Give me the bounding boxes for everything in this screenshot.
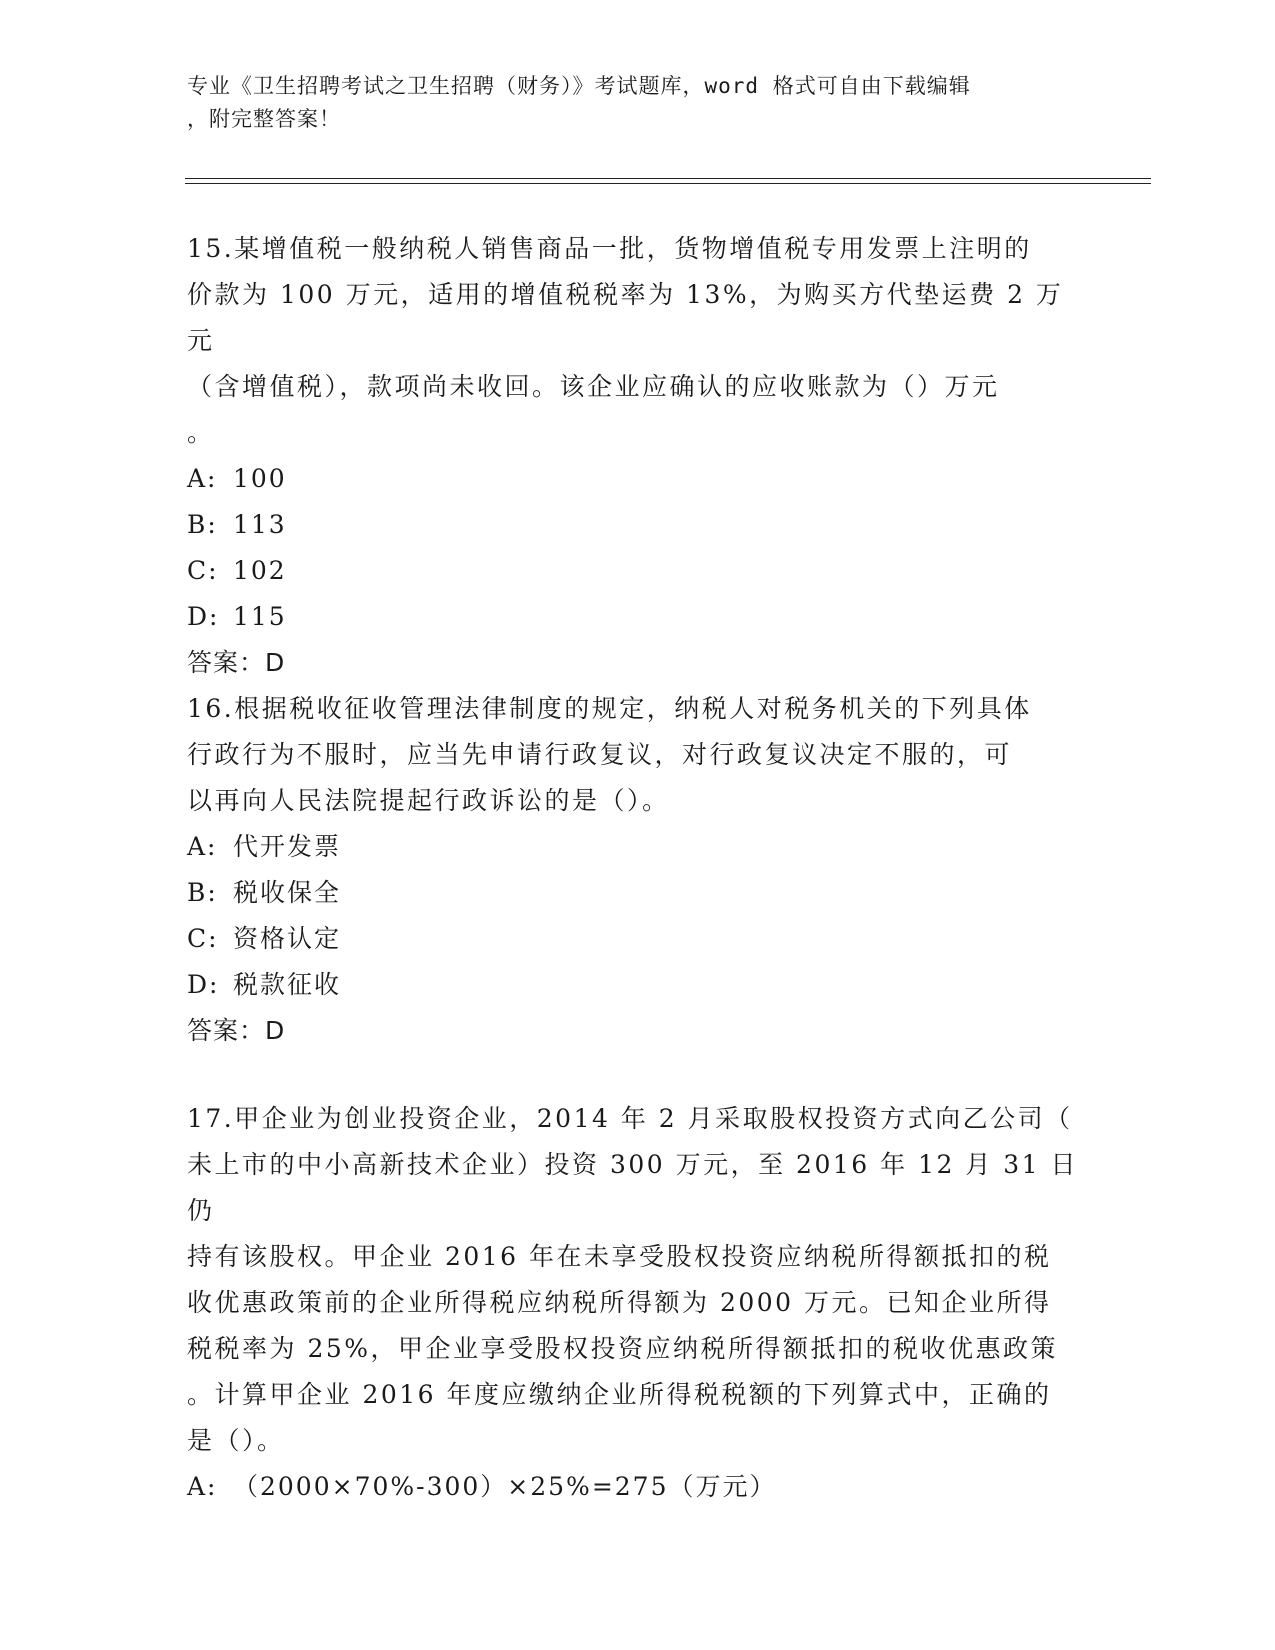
header-line-2: ，附完整答案！ [187, 107, 341, 131]
question-text [187, 1096, 1087, 1464]
question-line: 16.根据税收征收管理法律制度的规定，纳税人对税务机关的下列具体 [187, 694, 1032, 723]
option-letter: C: [187, 924, 219, 953]
question-line: 是（）。 [187, 1426, 285, 1455]
question-line: 。 [187, 418, 215, 447]
option-letter: A: [187, 1472, 218, 1501]
option-d [187, 962, 1087, 1008]
question-17 [187, 1096, 1087, 1510]
question-line: 。计算甲企业 2016 年度应缴纳企业所得税税额的下列算式中，正确的 [187, 1380, 1052, 1409]
option-letter: B: [187, 878, 218, 907]
option-text: 代开发票 [233, 832, 342, 861]
answer: 答案：D [187, 648, 286, 677]
question-text [187, 686, 1087, 824]
answer: 答案：D [187, 1016, 286, 1045]
option-text: 113 [233, 510, 287, 539]
question-line: 未上市的中小高新技术企业）投资 300 万元，至 2016 年 12 月 31 日仍 [187, 1150, 1079, 1225]
question-line: 收优惠政策前的企业所得税应纳税所得额为 2000 万元。已知企业所得 [187, 1288, 1052, 1317]
question-line: 行政行为不服时，应当先申请行政复议，对行政复议决定不服的，可 [187, 740, 1013, 769]
question-15 [187, 226, 1087, 686]
option-text: 100 [233, 464, 287, 493]
option-c [187, 548, 1087, 594]
option-a [187, 456, 1087, 502]
document-header [187, 70, 1067, 136]
option-letter: A: [187, 832, 218, 861]
option-text: 102 [233, 556, 287, 585]
question-line: 以再向人民法院提起行政诉讼的是（）。 [187, 786, 670, 815]
header-divider [185, 178, 1151, 179]
question-line: （含增值税），款项尚未收回。该企业应确认的应收账款为（）万元 [187, 372, 1000, 401]
question-line: 税税率为 25%，甲企业享受股权投资应纳税所得额抵扣的税收优惠政策 [187, 1334, 1059, 1363]
option-b [187, 870, 1087, 916]
option-text: 115 [233, 602, 287, 631]
question-16 [187, 686, 1087, 1054]
header-line-1: 专业《卫生招聘考试之卫生招聘（财务）》考试题库，word 格式可自由下载编辑 [187, 74, 971, 98]
header-divider-double [185, 183, 1151, 184]
option-letter: B: [187, 510, 218, 539]
option-letter: D: [187, 970, 220, 999]
option-c [187, 916, 1087, 962]
option-d [187, 594, 1087, 640]
option-a [187, 824, 1087, 870]
option-a [187, 1464, 1087, 1510]
question-line: 持有该股权。甲企业 2016 年在未享受股权投资应纳税所得额抵扣的税 [187, 1242, 1052, 1271]
option-text: 资格认定 [233, 924, 342, 953]
question-text [187, 226, 1087, 456]
option-b [187, 502, 1087, 548]
question-line: 15.某增值税一般纳税人销售商品一批，货物增值税专用发票上注明的 [187, 234, 1032, 263]
option-text: 税款征收 [233, 970, 342, 999]
option-letter: A: [187, 464, 218, 493]
option-letter: D: [187, 602, 220, 631]
question-line: 价款为 100 万元，适用的增值税税率为 13%，为购买方代垫运费 2 万元 [187, 280, 1064, 355]
option-letter: C: [187, 556, 219, 585]
option-text: （2000×70%-300）×25%=275（万元） [233, 1472, 777, 1501]
option-text: 税收保全 [233, 878, 342, 907]
question-line: 17.甲企业为创业投资企业，2014 年 2 月采取股权投资方式向乙公司（ [187, 1104, 1073, 1133]
